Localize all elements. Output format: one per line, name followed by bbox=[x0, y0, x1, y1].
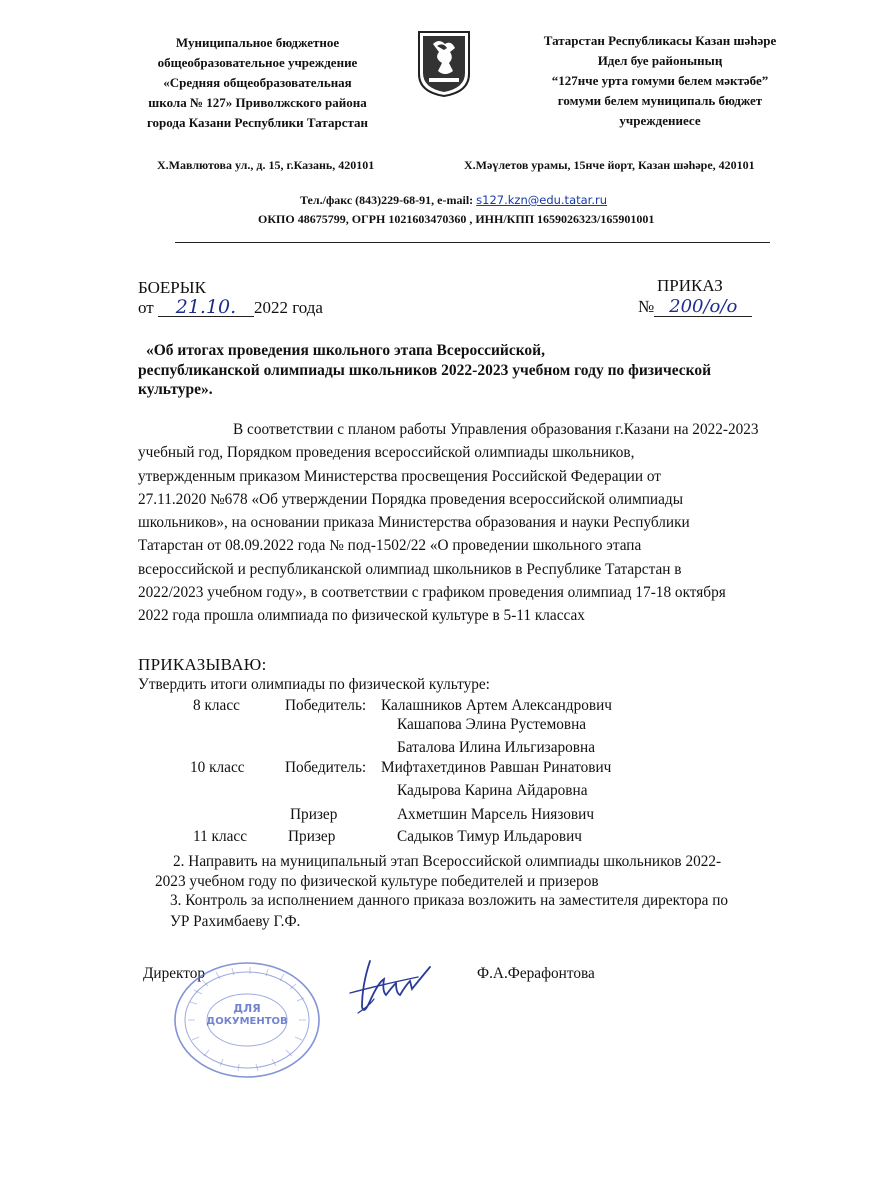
header-left-line: Муниципальное бюджетное bbox=[175, 35, 340, 50]
subject-line: культуре». bbox=[138, 381, 213, 398]
address-tt: Х.Мәүлетов урамы, 15нче йорт, Казан шәһәре, 420101 bbox=[464, 158, 755, 172]
decree-item-2 bbox=[155, 852, 722, 892]
item2-line: 2. Направить на муниципальный этап Всероссийской олимпиады школьников 2022- bbox=[173, 853, 722, 870]
status: Победитель: bbox=[285, 697, 367, 714]
decree-item-3 bbox=[170, 890, 728, 932]
number-prefix: № bbox=[638, 297, 655, 316]
header-right-line: гомуми белем муниципаль бюджет bbox=[557, 93, 763, 108]
participant-name: Баталова Илина Ильгизаровна bbox=[397, 739, 596, 756]
header-divider bbox=[175, 242, 770, 243]
stamp-line: ДЛЯ bbox=[233, 1002, 261, 1015]
date-handwritten: 21.10. bbox=[158, 298, 254, 317]
title-ru: ПРИКАЗ bbox=[657, 276, 723, 295]
status: Призер bbox=[290, 806, 338, 823]
body-line: учебный год, Порядком проведения всероссийской олимпиады школьников, bbox=[138, 444, 635, 462]
participant-name: Ахметшин Марсель Ниязович bbox=[397, 806, 595, 823]
body-line: 2022/2023 учебном году», в соответствии с графиком проведения олимпиад 17-18 октября bbox=[138, 584, 726, 602]
body-line: В соответствии с планом работы Управления образования г.Казани на 2022-2023 bbox=[233, 421, 759, 438]
item3-line: 3. Контроль за исполнением данного приказа возложить на заместителя директора по bbox=[170, 892, 729, 909]
address-ru: Х.Мавлютова ул., д. 15, г.Казань, 420101 bbox=[157, 158, 375, 172]
body-line: утвержденным приказом Министерства просвещения Российской Федерации от bbox=[138, 467, 661, 485]
participant-name: Садыков Тимур Ильдарович bbox=[397, 828, 582, 845]
official-stamp bbox=[172, 960, 322, 1080]
decree-item-1: Утвердить итоги олимпиады по физической культуре: bbox=[138, 676, 490, 693]
status: Победитель: bbox=[285, 759, 367, 776]
header-left-line: «Средняя общеобразовательная bbox=[163, 75, 352, 90]
number-handwritten: 200/о/о bbox=[654, 298, 752, 317]
item2-line: 2023 учебном году по физической культуре победителей и призеров bbox=[155, 873, 599, 890]
date-prefix: от bbox=[138, 298, 158, 317]
grade: 8 класс bbox=[193, 697, 240, 714]
stamp-line: ДОКУМЕНТОВ bbox=[206, 1016, 288, 1027]
body-line: Татарстан от 08.09.2022 года № под-1502/22 «О проведении школьного этапа bbox=[138, 537, 642, 555]
participant-name: Калашников Артем Александрович bbox=[381, 697, 612, 714]
order-date bbox=[138, 298, 323, 318]
participant-name: Кадырова Карина Айдаровна bbox=[397, 782, 588, 799]
coat-of-arms bbox=[417, 30, 471, 98]
contacts bbox=[300, 193, 607, 208]
decree-heading bbox=[138, 655, 266, 675]
header-right-line: учреждениесе bbox=[619, 113, 701, 128]
body-line: школьников», на основании приказа Министерства образования и науки Республики bbox=[138, 514, 690, 532]
order-subject bbox=[138, 341, 711, 400]
order-body bbox=[138, 418, 798, 628]
signature bbox=[340, 955, 435, 1025]
registration-codes: ОКПО 48675799, ОГРН 1021603470360 , ИНН/КПП 1659026323/165901001 bbox=[258, 212, 655, 226]
contacts-label: Тел./факс (843)229-68-91, e-mail: bbox=[300, 193, 477, 207]
body-line: 2022 года прошла олимпиада по физической культуре в 5-11 классах bbox=[138, 607, 585, 625]
stamp-center-text bbox=[172, 1002, 322, 1028]
grade: 10 класс bbox=[190, 759, 245, 776]
body-line: всероссийской и республиканской олимпиад школьников в Республике Татарстан в bbox=[138, 560, 682, 578]
school-name-tt bbox=[510, 31, 810, 131]
participant-name: Мифтахетдинов Равшан Ринатович bbox=[381, 759, 612, 776]
header-left-line: города Казани Республики Татарстан bbox=[146, 115, 369, 130]
header-right-line: “127нче урта гомуми белем мәктәбе” bbox=[551, 73, 769, 88]
signatory-name: Ф.А.Ферафонтова bbox=[477, 965, 595, 982]
header-left-line: школа № 127» Приволжского района bbox=[148, 95, 367, 110]
grade: 11 класс bbox=[193, 828, 247, 845]
header-left-line: общеобразовательное учреждение bbox=[157, 55, 358, 70]
body-line: 27.11.2020 №678 «Об утверждении Порядка проведения всероссийской олимпиады bbox=[138, 490, 683, 508]
email-link[interactable]: s127.kzn@edu.tatar.ru bbox=[476, 193, 608, 207]
title-tt: БОЕРЫК bbox=[138, 278, 206, 297]
header-right-line: Идел буе районының bbox=[597, 53, 723, 68]
date-year: 2022 года bbox=[253, 298, 323, 317]
signatory-role: Директор bbox=[143, 965, 206, 982]
header-right-line: Татарстан Республикасы Казан шәһәре bbox=[543, 33, 777, 48]
status: Призер bbox=[288, 828, 336, 845]
decree-heading-colon: : bbox=[261, 655, 267, 674]
item3-line: УР Рахимбаеву Г.Ф. bbox=[170, 913, 301, 930]
school-name-ru bbox=[110, 33, 405, 133]
subject-line: «Об итогах проведения школьного этапа Всероссийской, bbox=[146, 342, 545, 359]
order-number bbox=[638, 297, 752, 317]
participant-name: Кашапова Элина Рустемовна bbox=[397, 716, 587, 733]
decree-heading-text: ПРИКАЗЫВАЮ bbox=[138, 655, 262, 674]
subject-line: республиканской олимпиады школьников 2022-2023 учебном году по физической bbox=[138, 361, 712, 379]
